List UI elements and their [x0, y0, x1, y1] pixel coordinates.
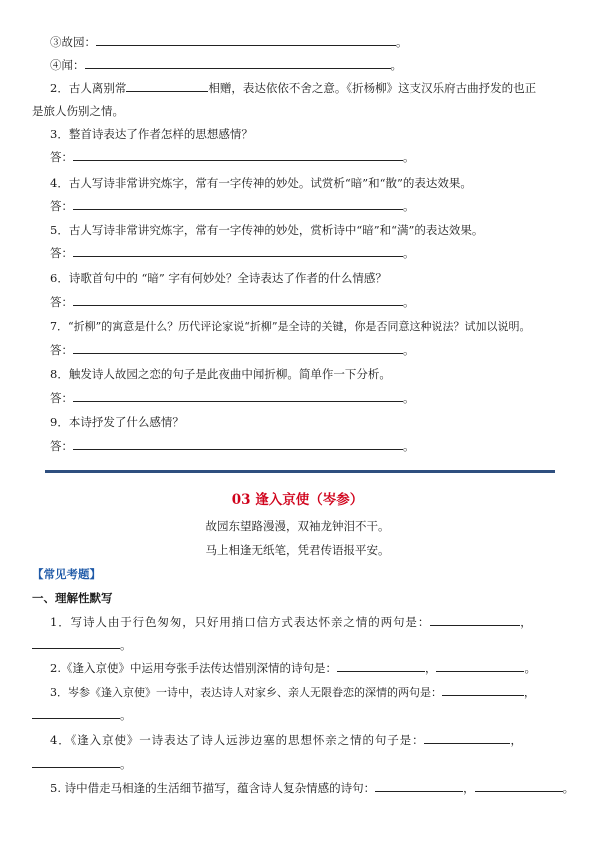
- answer-label: 答：: [50, 295, 73, 309]
- question-4: 4．古人写诗非常讲究炼字，常有一字传神的妙处。试赏析“暗”和“散”的表达效果。: [50, 176, 472, 190]
- dictation-1: [32, 614, 563, 630]
- item-label: ④闻：: [50, 58, 85, 72]
- answer-label: 答：: [50, 246, 73, 260]
- question-9: 9．本诗抒发了什么感情？: [50, 415, 184, 429]
- dictation-end: 。: [120, 757, 132, 771]
- item-end: 。: [396, 35, 408, 49]
- answer-end: 。: [403, 199, 415, 213]
- question-2-cont: 是旅人伤别之情。: [32, 104, 124, 118]
- question-3: 3．整首诗表达了作者怎样的思想感情？: [50, 127, 253, 141]
- question-6: 6．诗歌首句中的 “暗” 字有何妙处？全诗表达了作者的什么情感？: [50, 271, 387, 285]
- dictation-tail: ，: [520, 615, 533, 629]
- answer-end: 。: [403, 150, 415, 164]
- answer-blank[interactable]: [73, 245, 403, 257]
- dictation-text: 1．写诗人由于行色匆匆，只好用捎口信方式表达怀亲之情的两句是：: [50, 615, 431, 629]
- answer-blank[interactable]: [436, 660, 524, 672]
- answer-end: 。: [403, 246, 415, 260]
- answer-line-4: [32, 198, 563, 214]
- answer-blank[interactable]: [73, 149, 403, 161]
- q1-item-3: [32, 34, 563, 50]
- answer-blank[interactable]: [73, 294, 403, 306]
- answer-label: 答：: [50, 343, 73, 357]
- answer-label: 答：: [50, 199, 73, 213]
- dictation-text: 3．岑参《逢入京使》一诗中，表达诗人对家乡、亲人无限眷恋的深情的两句是：: [50, 686, 442, 699]
- answer-blank[interactable]: [475, 780, 563, 792]
- answer-end: 。: [403, 439, 415, 453]
- answer-line-5: [32, 245, 563, 261]
- dictation-end: 。: [120, 708, 132, 722]
- question-2: [32, 80, 563, 96]
- dictation-2: [32, 660, 563, 676]
- answer-blank[interactable]: [73, 438, 403, 450]
- q1-item-4: [32, 57, 563, 73]
- answer-blank[interactable]: [32, 637, 120, 649]
- answer-label: 答：: [50, 439, 73, 453]
- answer-blank[interactable]: [375, 780, 463, 792]
- answer-line-3: [32, 149, 563, 165]
- dictation-3-cont: [32, 707, 563, 723]
- dictation-text: 4．《逢入京使》一诗表达了诗人远涉边塞的思想怀亲之情的句子是：: [50, 733, 425, 747]
- dictation-5: [32, 780, 575, 796]
- answer-line-9: [32, 438, 563, 454]
- section-heading: 一、理解性默写: [32, 591, 113, 605]
- question-8: 8．触发诗人故园之恋的句子是此夜曲中闻折柳。简单作一下分析。: [50, 367, 391, 381]
- answer-line-7: [32, 342, 563, 358]
- dictation-3: [32, 684, 563, 701]
- answer-blank[interactable]: [430, 614, 520, 626]
- poem-title: 03 逢入京使（岑参）: [231, 492, 364, 508]
- answer-line-8: [32, 390, 563, 406]
- dictation-mid: ，: [424, 661, 437, 675]
- dictation-tail: ，: [510, 733, 523, 747]
- dictation-4: [32, 732, 563, 748]
- answer-blank[interactable]: [73, 390, 403, 402]
- q2-text-a: 2．古人离别常: [50, 81, 127, 95]
- answer-blank[interactable]: [73, 198, 403, 210]
- answer-blank[interactable]: [73, 342, 403, 354]
- question-5: 5．古人写诗非常讲究炼字，常有一字传神的妙处，赏析诗中“暗”和“满”的表达效果。: [50, 223, 484, 237]
- section-label: 【常见考题】: [32, 567, 101, 581]
- dictation-tail: ，: [524, 686, 535, 699]
- dictation-mid: ，: [463, 781, 475, 795]
- section-divider: [45, 470, 555, 473]
- answer-end: 。: [403, 295, 415, 309]
- dictation-end: 。: [120, 638, 132, 652]
- dictation-text: 2.《逢入京使》中运用夸张手法传达惜别深情的诗句是：: [50, 661, 337, 675]
- dictation-end: 。: [562, 781, 575, 795]
- answer-blank[interactable]: [337, 660, 425, 672]
- question-7: 7．“折柳”的寓意是什么？历代评论家说“折柳”是全诗的关键，你是否同意这种说法？试加以说明。: [50, 320, 531, 333]
- answer-blank[interactable]: [126, 80, 208, 92]
- dictation-end: 。: [524, 661, 536, 675]
- answer-end: 。: [403, 343, 415, 357]
- poem-line-1: 故园东望路漫漫，双袖龙钟泪不干。: [205, 519, 390, 533]
- answer-blank[interactable]: [424, 732, 510, 744]
- answer-blank[interactable]: [85, 57, 391, 69]
- answer-blank[interactable]: [32, 756, 120, 768]
- dictation-1-cont: [32, 637, 563, 653]
- q2-text-b: 相赠，表达依依不舍之意。《折杨柳》这支汉乐府古曲抒发的也正: [208, 81, 537, 95]
- item-label: ③故园：: [50, 35, 96, 49]
- answer-blank[interactable]: [32, 707, 120, 719]
- poem-line-2: 马上相逢无纸笔，凭君传语报平安。: [205, 543, 390, 557]
- answer-end: 。: [403, 391, 415, 405]
- item-end: 。: [390, 58, 402, 72]
- answer-blank[interactable]: [96, 34, 396, 46]
- answer-line-6: [32, 294, 563, 310]
- dictation-text: 5. 诗中借走马相逢的生活细节描写，蕴含诗人复杂情感的诗句：: [50, 781, 376, 795]
- answer-label: 答：: [50, 391, 73, 405]
- answer-label: 答：: [50, 150, 73, 164]
- dictation-4-cont: [32, 756, 563, 772]
- answer-blank[interactable]: [442, 684, 524, 696]
